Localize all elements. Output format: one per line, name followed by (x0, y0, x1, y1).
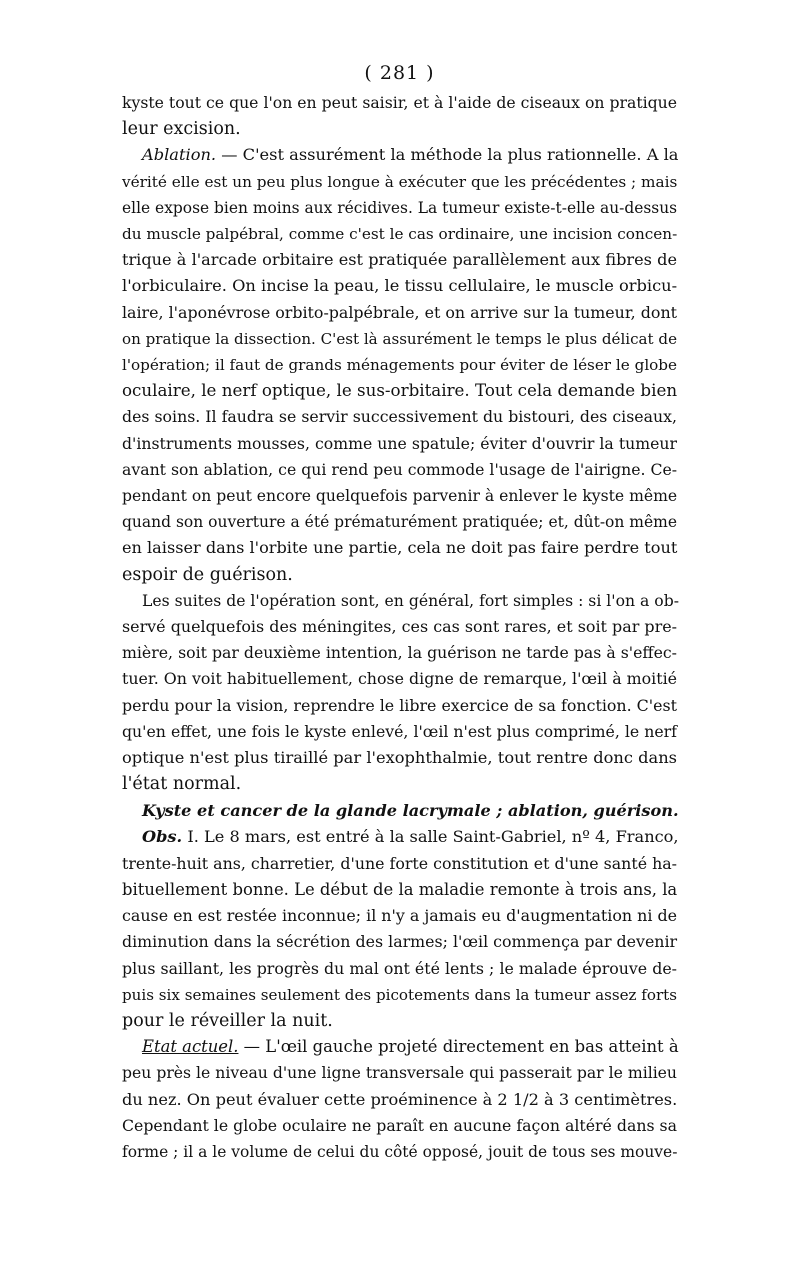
paragraph-suites (122, 588, 677, 798)
text-line: optique n'est plus tiraillé par l'exophthalmie, tout rentre donc dans (122, 748, 677, 768)
paragraph-observation (122, 824, 677, 1034)
text-line: trente-huit ans, charretier, d'une forte constitution et d'une santé ha- (122, 853, 677, 873)
text-line: plus saillant, les progrès du mal ont été lents ; le malade éprouve de- (122, 958, 677, 978)
runin-title: Ablation. (142, 145, 217, 165)
text-line: qu'en effet, une fois le kyste enlevé, l'œil n'est plus comprimé, le nerf (122, 721, 677, 741)
text-line: leur excision. (122, 119, 241, 140)
runin-title: Obs. (142, 827, 183, 847)
text-run: — L'œil gauche projeté directement en bas atteint à (238, 1037, 679, 1057)
text-line: laire, l'aponévrose orbito-palpébrale, et on arrive sur la tumeur, dont (122, 302, 677, 322)
text-line (122, 142, 677, 168)
text-line: espoir de guérison. (122, 564, 293, 585)
text-line: l'état normal. (122, 774, 242, 795)
text-line: on pratique la dissection. C'est là assurément le temps le plus délicat de (122, 329, 677, 348)
section-heading: Kyste et cancer de la glande lacrymale ; ablation, guérison. (142, 801, 679, 821)
text-line: des soins. Il faudra se servir successivement du bistouri, des ciseaux, (122, 407, 677, 427)
text-line: d'instruments mousses, comme une spatule; éviter d'ouvrir la tumeur (122, 433, 677, 453)
text-line: peu près le niveau d'une ligne transversale qui passerait par le milieu (122, 1063, 677, 1083)
text-line: elle expose bien moins aux récidives. La tumeur existe-t-elle au-dessus (122, 198, 678, 217)
text-line: bituellement bonne. Le début de la maladie remonte à trois ans, la (122, 879, 678, 899)
text-line: du muscle palpébral, comme c'est le cas ordinaire, une incision concen- (122, 225, 678, 244)
paragraph-etat-actuel (122, 1034, 677, 1165)
text-line: perdu pour la vision, reprendre le libre exercice de sa fonction. C'est (122, 695, 677, 715)
text-line: cause en est restée inconnue; il n'y a jamais eu d'augmentation ni de (122, 906, 678, 926)
text-line: servé quelquefois des méningites, ces cas sont rares, et soit par pre- (122, 617, 677, 637)
text-line: vérité elle est un peu plus longue à exécuter que les précédentes ; mais (122, 172, 678, 191)
text-line: Cependant le globe oculaire ne paraît en aucune façon altéré dans sa (122, 1115, 677, 1135)
text-line (122, 1034, 677, 1060)
text-line: du nez. On peut évaluer cette proéminence à 2 1/2 à 3 centimètres. (122, 1089, 678, 1109)
runin-title: Etat actuel. (142, 1037, 239, 1057)
paragraph-ablation (122, 142, 677, 587)
text-line (122, 824, 677, 850)
text-line: tuer. On voit habituellement, chose digne de remarque, l'œil à moitié (122, 669, 677, 689)
page-number: ( 281 ) (364, 62, 435, 84)
text-line: quand son ouverture a été prématurément pratiquée; et, dût-on même (122, 513, 677, 532)
text-line: mière, soit par deuxième intention, la guérison ne tarde pas à s'effec- (122, 643, 677, 663)
text-line: trique à l'arcade orbitaire est pratiquée parallèlement aux fibres de (122, 250, 677, 270)
text-line: l'orbiculaire. On incise la peau, le tissu cellulaire, le muscle orbicu- (122, 276, 678, 296)
page (122, 58, 677, 1165)
text-line: pendant on peut encore quelquefois parvenir à enlever le kyste même (122, 487, 678, 506)
text-line: avant son ablation, ce qui rend peu commode l'usage de l'airigne. Ce- (122, 459, 678, 479)
text-line: Les suites de l'opération sont, en général, fort simples : si l'on a ob- (142, 590, 679, 610)
text-line: kyste tout ce que l'on en peut saisir, et à l'aide de ciseaux on pratique (122, 93, 677, 112)
text-line: oculaire, le nerf optique, le sus-orbitaire. Tout cela demande bien (122, 381, 678, 401)
text-line: puis six semaines seulement des picotements dans la tumeur assez forts (122, 985, 677, 1004)
text-line: en laisser dans l'orbite une partie, cela ne doit pas faire perdre tout (122, 538, 678, 558)
text-line: forme ; il a le volume de celui du côté opposé, jouit de tous ses mouve- (122, 1142, 678, 1161)
text-run: I. Le 8 mars, est entré à la salle Saint-Gabriel, nº 4, Franco, (182, 827, 679, 847)
text-line: l'opération; il faut de grands ménagements pour éviter de léser le globe (122, 356, 677, 375)
text-line: diminution dans la sécrétion des larmes; l'œil commença par devenir (122, 932, 678, 952)
paragraph-intro (122, 90, 677, 142)
text-line: pour le réveiller la nuit. (122, 1010, 333, 1031)
text-run: — C'est assurément la méthode la plus rationnelle. A la (216, 145, 679, 165)
